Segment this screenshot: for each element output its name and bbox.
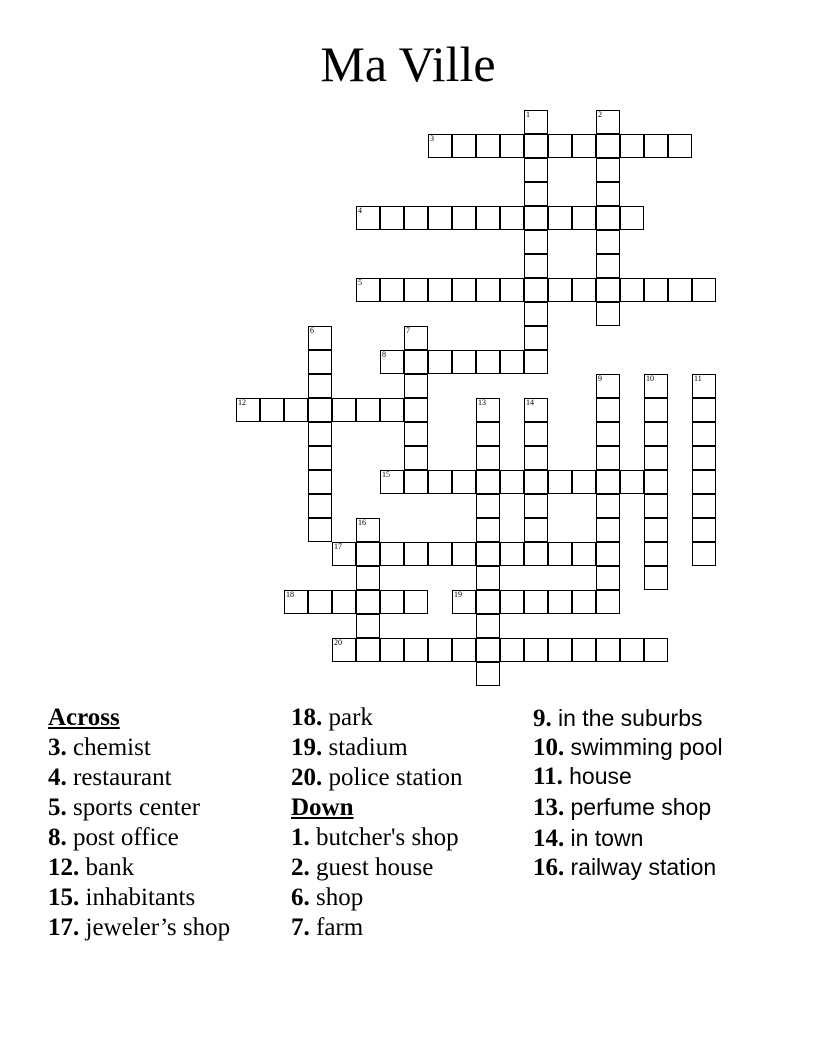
grid-cell[interactable] — [476, 350, 500, 374]
grid-cell[interactable] — [356, 518, 380, 542]
grid-cell[interactable] — [596, 494, 620, 518]
grid-cell[interactable] — [548, 590, 572, 614]
clue-number-label: 19 — [454, 590, 462, 599]
grid-cell[interactable] — [308, 350, 332, 374]
across-heading: Across — [48, 704, 120, 731]
clue-number-label: 15 — [382, 470, 390, 479]
grid-cell[interactable] — [500, 134, 524, 158]
grid-cell[interactable] — [428, 206, 452, 230]
grid-cell[interactable] — [452, 350, 476, 374]
grid-cell[interactable] — [476, 566, 500, 590]
grid-cell[interactable] — [404, 590, 428, 614]
grid-cell[interactable] — [644, 494, 668, 518]
grid-cell[interactable] — [308, 446, 332, 470]
grid-cell[interactable] — [356, 638, 380, 662]
grid-cell[interactable] — [524, 350, 548, 374]
grid-cell[interactable] — [260, 398, 284, 422]
grid-cell[interactable] — [572, 470, 596, 494]
grid-cell[interactable] — [404, 278, 428, 302]
grid-cell[interactable] — [428, 134, 452, 158]
grid-cell[interactable] — [308, 494, 332, 518]
grid-cell[interactable] — [380, 542, 404, 566]
clue-down-11: 11. house — [533, 763, 632, 790]
grid-cell[interactable] — [356, 206, 380, 230]
clue-down-9: 9. in the suburbs — [533, 705, 703, 732]
grid-cell[interactable] — [572, 542, 596, 566]
down-heading: Down — [291, 794, 354, 821]
clue-across-5: 5. sports center — [48, 794, 201, 821]
clue-number-label: 3 — [430, 134, 434, 143]
grid-cell[interactable] — [596, 422, 620, 446]
grid-cell[interactable] — [596, 518, 620, 542]
grid-cell[interactable] — [524, 542, 548, 566]
grid-cell[interactable] — [596, 134, 620, 158]
grid-cell[interactable] — [500, 470, 524, 494]
grid-cell[interactable] — [308, 590, 332, 614]
grid-cell[interactable] — [620, 134, 644, 158]
grid-cell[interactable] — [572, 206, 596, 230]
clue-number-label: 2 — [598, 110, 602, 119]
grid-cell[interactable] — [524, 254, 548, 278]
clue-across-4: 4. restaurant — [48, 764, 172, 791]
grid-cell[interactable] — [596, 182, 620, 206]
grid-cell[interactable] — [356, 278, 380, 302]
grid-cell[interactable] — [404, 326, 428, 350]
clue-number-label: 6 — [310, 326, 314, 335]
grid-cell[interactable] — [356, 398, 380, 422]
grid-cell[interactable] — [332, 590, 356, 614]
grid-cell[interactable] — [380, 398, 404, 422]
grid-cell[interactable] — [356, 590, 380, 614]
grid-cell[interactable] — [380, 590, 404, 614]
grid-cell[interactable] — [428, 470, 452, 494]
grid-cell[interactable] — [476, 542, 500, 566]
clue-down-13: 13. perfume shop — [533, 794, 712, 821]
clue-number-label: 4 — [358, 206, 362, 215]
grid-cell[interactable] — [596, 206, 620, 230]
grid-cell[interactable] — [308, 422, 332, 446]
grid-cell[interactable] — [596, 398, 620, 422]
grid-cell[interactable] — [404, 206, 428, 230]
clue-number-label: 17 — [334, 542, 342, 551]
grid-cell[interactable] — [548, 134, 572, 158]
grid-cell[interactable] — [596, 446, 620, 470]
grid-cell[interactable] — [572, 134, 596, 158]
grid-cell[interactable] — [332, 638, 356, 662]
grid-cell[interactable] — [548, 470, 572, 494]
grid-cell[interactable] — [524, 494, 548, 518]
clue-number-label: 1 — [526, 110, 530, 119]
grid-cell[interactable] — [596, 302, 620, 326]
clue-column-3 — [533, 703, 753, 881]
grid-cell[interactable] — [476, 590, 500, 614]
clue-number-label: 5 — [358, 278, 362, 287]
clue-across-18: 18. park — [291, 704, 373, 731]
grid-cell[interactable] — [524, 422, 548, 446]
grid-cell[interactable] — [644, 446, 668, 470]
grid-cell[interactable] — [596, 542, 620, 566]
grid-cell[interactable] — [644, 134, 668, 158]
grid-cell[interactable] — [476, 446, 500, 470]
grid-cell[interactable] — [644, 542, 668, 566]
grid-cell[interactable] — [692, 542, 716, 566]
grid-cell[interactable] — [308, 398, 332, 422]
grid-cell[interactable] — [380, 278, 404, 302]
clue-number-label: 13 — [478, 398, 486, 407]
clue-across-17: 17. jeweler’s shop — [48, 914, 231, 941]
grid-cell[interactable] — [524, 326, 548, 350]
grid-cell[interactable] — [500, 638, 524, 662]
grid-cell[interactable] — [644, 278, 668, 302]
grid-cell[interactable] — [572, 590, 596, 614]
grid-cell[interactable] — [524, 158, 548, 182]
grid-cell[interactable] — [524, 182, 548, 206]
clue-column-1 — [48, 703, 278, 943]
clue-column-2 — [291, 703, 521, 943]
grid-cell[interactable] — [596, 278, 620, 302]
grid-cell[interactable] — [596, 158, 620, 182]
grid-cell[interactable] — [428, 638, 452, 662]
grid-cell[interactable] — [476, 278, 500, 302]
clue-number-label: 16 — [358, 518, 366, 527]
grid-cell[interactable] — [524, 446, 548, 470]
grid-cell[interactable] — [596, 230, 620, 254]
grid-cell[interactable] — [404, 542, 428, 566]
grid-cell[interactable] — [380, 638, 404, 662]
grid-cell[interactable] — [596, 254, 620, 278]
clue-down-14: 14. in town — [533, 825, 644, 852]
grid-cell[interactable] — [596, 638, 620, 662]
grid-cell[interactable] — [500, 206, 524, 230]
grid-cell[interactable] — [548, 542, 572, 566]
grid-cell[interactable] — [572, 638, 596, 662]
grid-cell[interactable] — [620, 470, 644, 494]
grid-cell[interactable] — [692, 422, 716, 446]
grid-cell[interactable] — [356, 542, 380, 566]
clue-down-10: 10. swimming pool — [533, 734, 723, 761]
grid-cell[interactable] — [404, 398, 428, 422]
clue-number-label: 14 — [526, 398, 534, 407]
clue-across-15: 15. inhabitants — [48, 884, 196, 911]
grid-cell[interactable] — [452, 278, 476, 302]
clue-number-label: 20 — [334, 638, 342, 647]
clue-number-label: 7 — [406, 326, 410, 335]
grid-cell[interactable] — [644, 470, 668, 494]
grid-cell[interactable] — [476, 614, 500, 638]
grid-cell[interactable] — [452, 590, 476, 614]
clue-number-label: 12 — [238, 398, 246, 407]
grid-cell[interactable] — [404, 446, 428, 470]
grid-cell[interactable] — [428, 278, 452, 302]
grid-cell[interactable] — [476, 206, 500, 230]
grid-cell[interactable] — [476, 422, 500, 446]
grid-cell[interactable] — [692, 446, 716, 470]
grid-cell[interactable] — [692, 374, 716, 398]
grid-cell[interactable] — [452, 542, 476, 566]
grid-cell[interactable] — [404, 422, 428, 446]
grid-cell[interactable] — [356, 566, 380, 590]
grid-cell[interactable] — [404, 350, 428, 374]
grid-cell[interactable] — [452, 206, 476, 230]
grid-cell[interactable] — [404, 374, 428, 398]
grid-cell[interactable] — [524, 206, 548, 230]
grid-cell[interactable] — [428, 350, 452, 374]
grid-cell[interactable] — [620, 638, 644, 662]
grid-cell[interactable] — [692, 470, 716, 494]
grid-cell[interactable] — [644, 422, 668, 446]
grid-cell[interactable] — [380, 470, 404, 494]
grid-cell[interactable] — [284, 398, 308, 422]
grid-cell[interactable] — [596, 374, 620, 398]
grid-cell[interactable] — [692, 398, 716, 422]
clue-down-6: 6. shop — [291, 884, 364, 911]
grid-cell[interactable] — [524, 518, 548, 542]
grid-cell[interactable] — [332, 398, 356, 422]
grid-cell[interactable] — [452, 638, 476, 662]
grid-cell[interactable] — [596, 110, 620, 134]
grid-cell[interactable] — [524, 470, 548, 494]
grid-cell[interactable] — [404, 638, 428, 662]
grid-cell[interactable] — [380, 206, 404, 230]
grid-cell[interactable] — [548, 638, 572, 662]
clue-across-20: 20. police station — [291, 764, 463, 791]
grid-cell[interactable] — [308, 470, 332, 494]
grid-cell[interactable] — [596, 470, 620, 494]
grid-cell[interactable] — [500, 350, 524, 374]
grid-cell[interactable] — [476, 494, 500, 518]
grid-cell[interactable] — [356, 614, 380, 638]
grid-cell[interactable] — [476, 134, 500, 158]
clue-down-7: 7. farm — [291, 914, 364, 941]
grid-cell[interactable] — [620, 278, 644, 302]
grid-cell[interactable] — [668, 278, 692, 302]
grid-cell[interactable] — [500, 542, 524, 566]
grid-cell[interactable] — [524, 302, 548, 326]
grid-cell[interactable] — [548, 278, 572, 302]
grid-cell[interactable] — [524, 134, 548, 158]
grid-cell[interactable] — [236, 398, 260, 422]
puzzle-title: Ma Ville — [320, 36, 496, 92]
grid-cell[interactable] — [524, 398, 548, 422]
grid-cell[interactable] — [476, 662, 500, 686]
grid-cell[interactable] — [644, 374, 668, 398]
grid-cell[interactable] — [500, 278, 524, 302]
grid-cell[interactable] — [524, 638, 548, 662]
grid-cell[interactable] — [476, 518, 500, 542]
grid-cell[interactable] — [572, 278, 596, 302]
grid-cell[interactable] — [428, 542, 452, 566]
clue-number-label: 8 — [382, 350, 386, 359]
grid-cell[interactable] — [452, 470, 476, 494]
clue-across-19: 19. stadium — [291, 734, 408, 761]
grid-cell[interactable] — [524, 590, 548, 614]
grid-cell[interactable] — [380, 350, 404, 374]
grid-cell[interactable] — [644, 638, 668, 662]
grid-cell[interactable] — [524, 110, 548, 134]
grid-cell[interactable] — [668, 134, 692, 158]
grid-cell[interactable] — [284, 590, 308, 614]
grid-cell[interactable] — [500, 590, 524, 614]
grid-cell[interactable] — [308, 326, 332, 350]
clue-number-label: 10 — [646, 374, 654, 383]
clue-down-1: 1. butcher's shop — [291, 824, 459, 851]
grid-cell[interactable] — [332, 542, 356, 566]
grid-cell[interactable] — [596, 566, 620, 590]
grid-cell[interactable] — [524, 278, 548, 302]
clue-number-label: 9 — [598, 374, 602, 383]
clue-across-12: 12. bank — [48, 854, 135, 881]
clue-number-label: 18 — [286, 590, 294, 599]
grid-cell[interactable] — [404, 470, 428, 494]
grid-cell[interactable] — [476, 470, 500, 494]
grid-cell[interactable] — [548, 206, 572, 230]
clue-across-8: 8. post office — [48, 824, 179, 851]
grid-cell[interactable] — [476, 398, 500, 422]
grid-cell[interactable] — [692, 278, 716, 302]
grid-cell[interactable] — [596, 590, 620, 614]
clue-down-2: 2. guest house — [291, 854, 434, 881]
grid-cell[interactable] — [620, 206, 644, 230]
grid-cell[interactable] — [692, 494, 716, 518]
grid-cell[interactable] — [692, 518, 716, 542]
grid-cell[interactable] — [308, 374, 332, 398]
clue-across-3: 3. chemist — [48, 734, 151, 761]
grid-cell[interactable] — [644, 566, 668, 590]
grid-cell[interactable] — [452, 134, 476, 158]
grid-cell[interactable] — [644, 398, 668, 422]
grid-cell[interactable] — [476, 638, 500, 662]
clue-down-16: 16. railway station — [533, 854, 717, 881]
grid-cell[interactable] — [524, 230, 548, 254]
grid-cell[interactable] — [308, 518, 332, 542]
grid-cell[interactable] — [644, 518, 668, 542]
clue-number-label: 11 — [694, 374, 702, 383]
